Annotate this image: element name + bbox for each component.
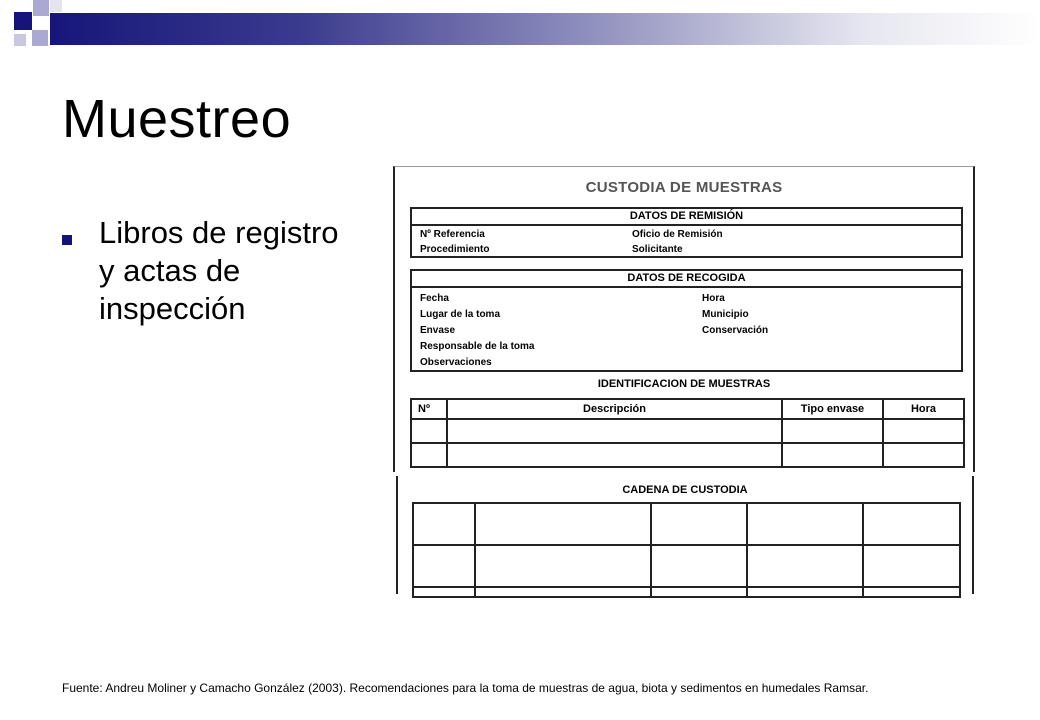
column-header: Descripción [447, 399, 782, 419]
square-bullet-icon [62, 235, 72, 245]
slide-title: Muestreo [62, 89, 292, 149]
table-row [413, 503, 960, 545]
field-responsable: Responsable de la toma [420, 341, 535, 352]
bullet-item [62, 214, 362, 328]
cadena-table [412, 502, 961, 598]
header-square-light [33, 0, 49, 16]
source-footnote: Fuente: Andreu Moliner y Camacho González (2003). Recomendaciones para la toma de muestras de agua, biota y sedimentos en humedales Ramsar. [62, 681, 869, 695]
field-envase: Envase [420, 325, 456, 336]
table-row [413, 545, 960, 587]
field-solicitante: Solicitante [632, 244, 683, 255]
field-referencia: Nº Referencia [420, 229, 485, 240]
header-square-pale [14, 34, 26, 46]
table-row [411, 443, 964, 467]
bullet-list [62, 214, 362, 328]
field-observaciones: Observaciones [420, 357, 492, 368]
identificacion-table [410, 398, 965, 468]
table-row [411, 419, 964, 443]
remision-box [410, 207, 963, 258]
column-header: Hora [883, 399, 964, 419]
header-gradient-bar [50, 13, 1040, 45]
header-square-light [32, 30, 48, 46]
remision-header: DATOS DE REMISIÓN [412, 209, 961, 226]
field-fecha: Fecha [420, 293, 449, 304]
column-header: Tipo envase [782, 399, 883, 419]
recogida-box [410, 269, 963, 372]
field-oficio: Oficio de Remisión [632, 229, 723, 240]
field-lugar: Lugar de la toma [420, 309, 501, 320]
cadena-header: CADENA DE CUSTODIA [622, 484, 748, 496]
header-square-pale [50, 0, 62, 12]
field-procedimiento: Procedimiento [420, 244, 490, 255]
custody-form-image [393, 166, 975, 472]
table-header-row [411, 399, 964, 419]
field-hora: Hora [702, 293, 725, 304]
table-row [413, 587, 960, 597]
custody-form-chain-image [396, 476, 974, 594]
column-header: Nº [411, 399, 447, 419]
header-square-dark [14, 12, 32, 30]
identificacion-header: IDENTIFICACION DE MUESTRAS [597, 378, 771, 390]
field-municipio: Municipio [702, 309, 749, 320]
recogida-header: DATOS DE RECOGIDA [412, 271, 961, 288]
bullet-text: Libros de registro y actas de inspección [99, 215, 339, 326]
field-conservacion: Conservación [702, 325, 769, 336]
form-heading: CUSTODIA DE MUESTRAS [585, 179, 783, 196]
